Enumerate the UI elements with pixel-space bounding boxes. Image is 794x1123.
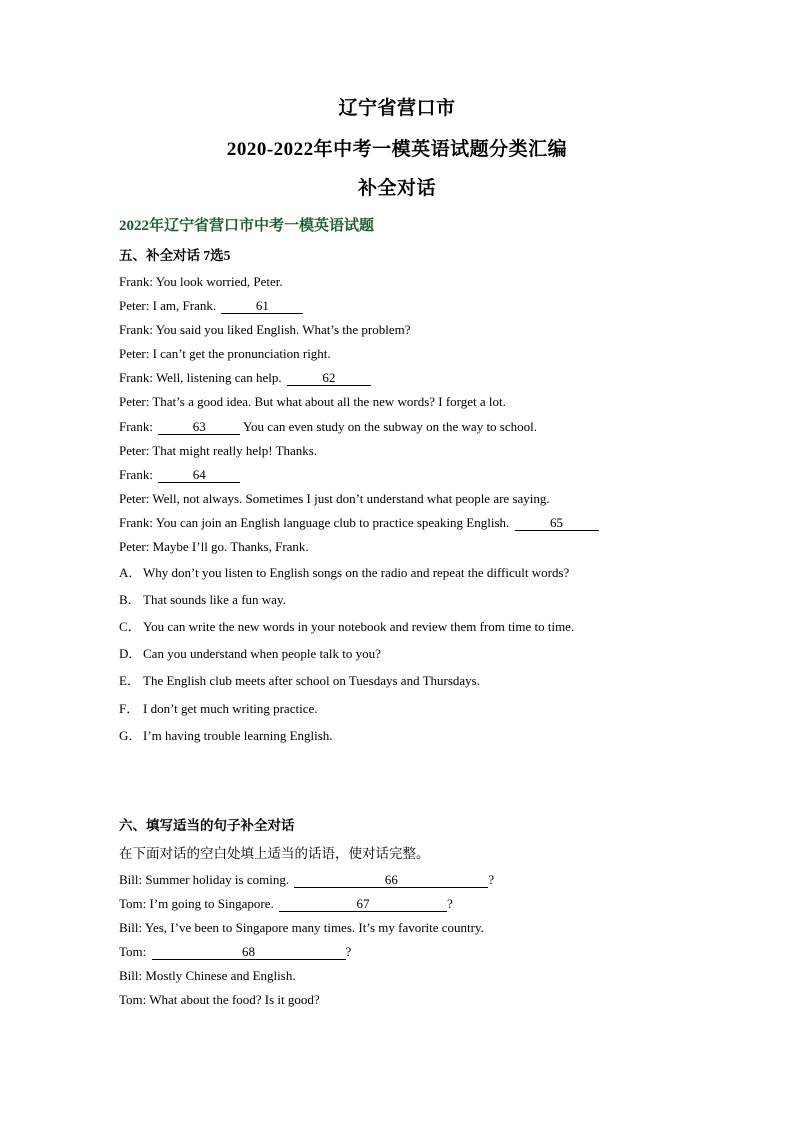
part5-heading: 五、补全对话 7选5 [119,248,231,263]
answer-blank-63[interactable]: 63 [158,419,240,435]
dialogue-line: Frank: 64 [119,466,240,484]
dialogue-line: Bill: Yes, I’ve been to Singapore many times. It’s my favorite country. [119,920,484,935]
option-f: F． I don’t get much writing practice. [119,701,318,716]
answer-blank-66[interactable]: 66 [294,872,488,888]
dialogue-line: Frank: Well, listening can help. 62 [119,369,371,387]
dialogue-line: Peter: I can’t get the pronunciation right. [119,346,331,361]
dialogue-line: Bill: Mostly Chinese and English. [119,968,296,983]
doc-title-topic: 补全对话 [357,178,436,199]
doc-title-collection: 2020-2022年中考一模英语试题分类汇编 [226,139,568,160]
answer-blank-64[interactable]: 64 [158,467,240,483]
option-c: C． You can write the new words in your notebook and review them from time to time. [119,619,575,634]
dialogue-line: Peter: Maybe I’ll go. Thanks, Frank. [119,539,309,554]
dialogue-line: Tom: I’m going to Singapore. 67 ? [119,896,453,911]
dialogue-line: Tom: 68 ? [119,944,352,959]
option-g: G． I’m having trouble learning English. [119,728,333,743]
dialogue-line: Peter: I am, Frank. 61 [119,297,303,315]
part6-instruction: 在下面对话的空白处填上适当的话语，使对话完整。 [119,846,430,861]
option-b: B． That sounds like a fun way. [119,592,286,607]
dialogue-line: Peter: Well, not always. Sometimes I just don’t understand what people are saying. [119,491,550,506]
option-a: A． Why don’t you listen to English songs on the radio and repeat the difficult words? [119,565,570,580]
answer-blank-67[interactable]: 67 [279,896,447,912]
dialogue-line: Frank: You look worried, Peter. [119,274,283,289]
option-d: D． Can you understand when people talk to you? [119,646,381,661]
answer-blank-61[interactable]: 61 [221,298,303,314]
answer-blank-68[interactable]: 68 [152,944,346,960]
dialogue-line: Frank: 63 You can even study on the subway on the way to school. [119,419,538,434]
option-e: E． The English club meets after school on Tuesdays and Thursdays. [119,673,480,688]
part6-heading: 六、填写适当的句子补全对话 [119,818,295,833]
dialogue-line: Tom: What about the food? Is it good? [119,992,320,1007]
dialogue-line: Peter: That might really help! Thanks. [119,443,318,458]
answer-blank-65[interactable]: 65 [515,515,599,531]
exam-section-title: 2022年辽宁省营口市中考一模英语试题 [119,218,375,234]
dialogue-line: Peter: That’s a good idea. But what about all the new words? I forget a lot. [119,394,506,409]
dialogue-line: Frank: You can join an English language club to practice speaking English. 65 [119,514,599,532]
dialogue-line: Bill: Summer holiday is coming. 66 ? [119,872,495,887]
doc-title-province: 辽宁省营口市 [338,98,456,119]
answer-blank-62[interactable]: 62 [287,370,371,386]
dialogue-line: Frank: You said you liked English. What’s the problem? [119,322,411,337]
